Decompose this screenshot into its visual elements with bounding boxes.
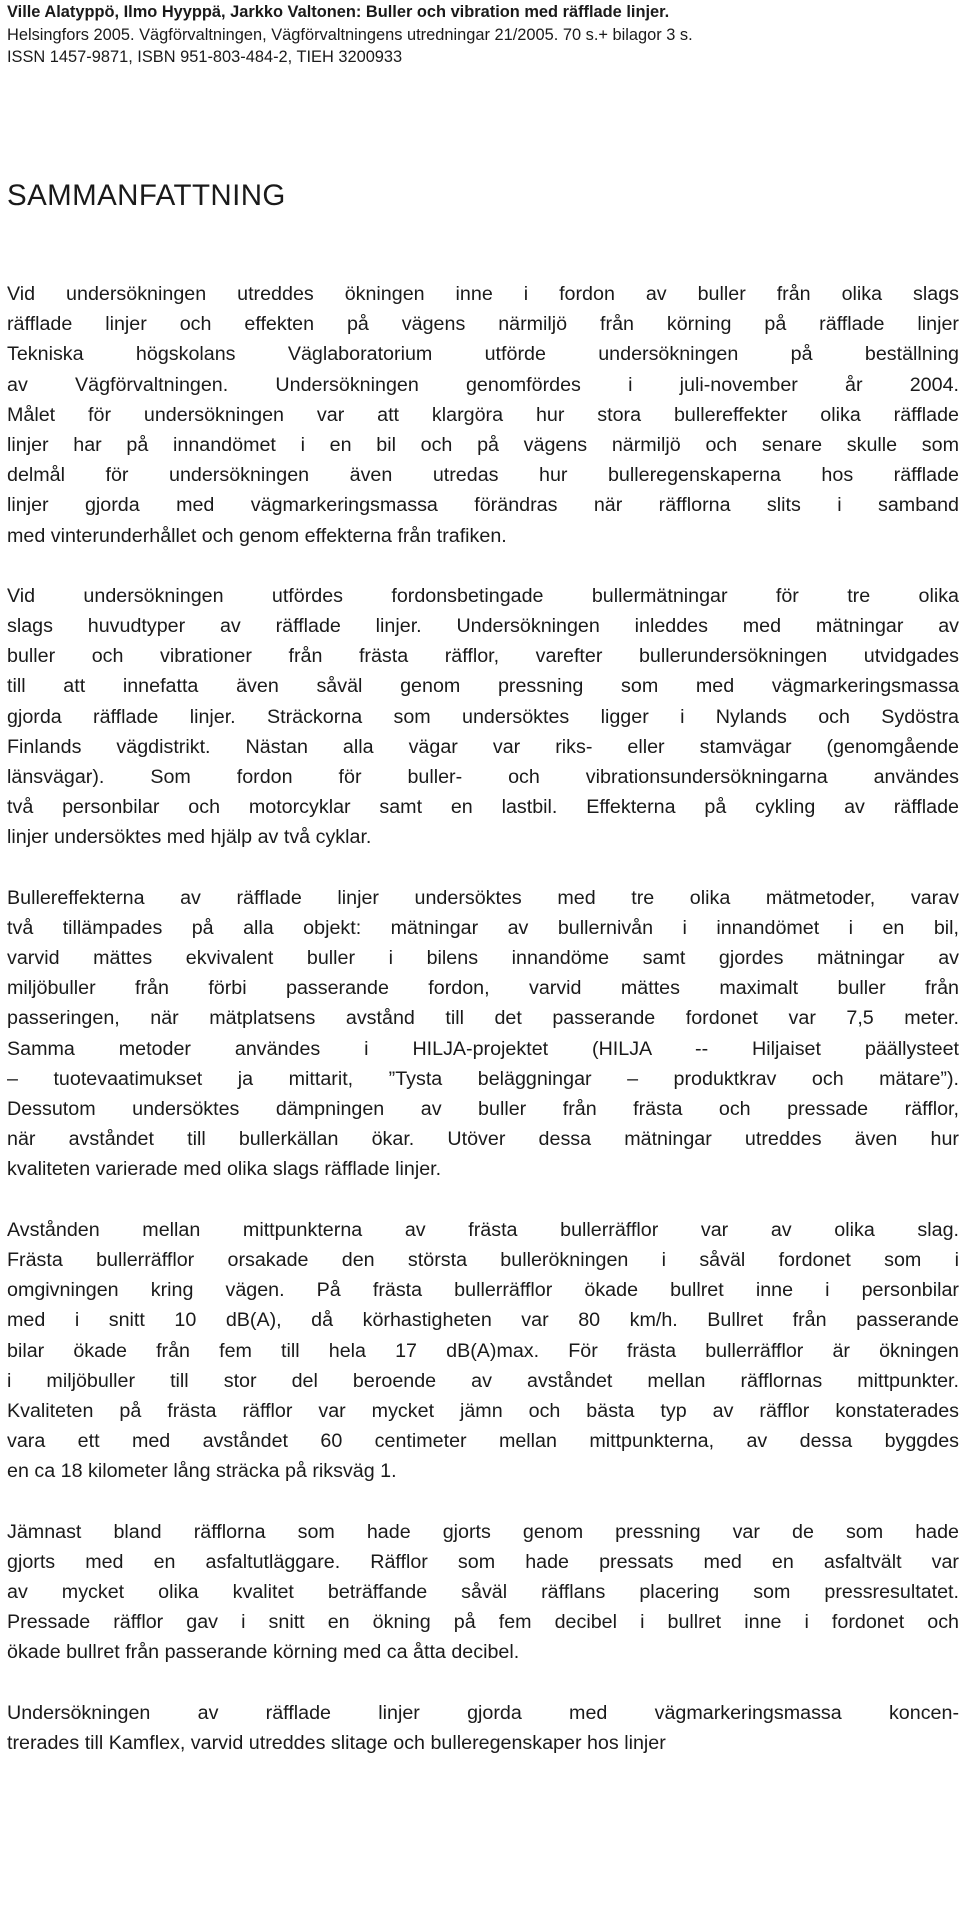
text-line: av Vägförvaltningen. Undersökningen genomfördes i juli-november år 2004. bbox=[7, 373, 959, 396]
bibliographic-citation bbox=[7, 1, 953, 69]
text-line: Frästa bullerräfflor orsakade den största bullerökningen i såväl fordonet som i bbox=[7, 1248, 959, 1271]
text-line: omgivningen kring vägen. På frästa bullerräfflor ökade bullret inne i personbilar bbox=[7, 1279, 959, 1302]
text-line: Dessutom undersöktes dämpningen av buller från frästa och pressade räfflor, bbox=[7, 1098, 959, 1121]
text-line: till att innefatta även såväl genom pressning som med vägmarkeringsmassa bbox=[7, 675, 959, 698]
text-line: Vid undersökningen utreddes ökningen inne i fordon av buller från olika slags bbox=[7, 283, 959, 305]
text-line: Bullereffekterna av räfflade linjer undersöktes med tre olika mätmetoder, varav bbox=[7, 886, 959, 909]
text-line: Samma metoder användes i HILJA-projektet (HILJA -- Hiljaiset päällysteet bbox=[7, 1037, 959, 1060]
summary-paragraph bbox=[7, 279, 959, 551]
text-line: Kvaliteten på frästa räfflor var mycket jämn och bästa typ av räfflor konstaterades bbox=[7, 1399, 959, 1422]
text-line: gjorda räfflade linjer. Sträckorna som undersöktes ligger i Nylands och Sydöstra bbox=[7, 705, 959, 728]
text-line: räfflade linjer och effekten på vägens närmiljö från körning på räfflade linjer bbox=[7, 313, 959, 336]
text-line: Undersökningen av räfflade linjer gjorda med vägmarkeringsmassa koncen- bbox=[7, 1701, 959, 1724]
section-heading: SAMMANFATTNING bbox=[7, 179, 286, 212]
text-line: en ca 18 kilometer lång sträcka på riksväg 1. bbox=[7, 1460, 397, 1483]
summary-paragraph bbox=[7, 1215, 959, 1487]
text-line: miljöbuller från förbi passerande fordon, varvid mättes maximalt buller från bbox=[7, 977, 959, 1000]
text-line: i miljöbuller till stor del beroende av avståndet mellan räfflornas mittpunkter. bbox=[7, 1369, 959, 1392]
text-line: Pressade räfflor gav i snitt en ökning på fem decibel i bullret inne i fordonet och bbox=[7, 1611, 959, 1634]
summary-body bbox=[7, 279, 959, 1788]
text-line: vara ett med avståndet 60 centimeter mellan mittpunkterna, av dessa byggdes bbox=[7, 1430, 959, 1453]
text-line: Avstånden mellan mittpunkterna av frästa bullerräfflor var av olika slag. bbox=[7, 1218, 959, 1241]
text-line: trerades till Kamflex, varvid utreddes slitage och bulleregenskaper hos linjer bbox=[7, 1731, 666, 1754]
text-line: Tekniska högskolans Väglaboratorium utförde undersökningen på beställning bbox=[7, 343, 959, 366]
text-line: ökade bullret från passerande körning med ca åtta decibel. bbox=[7, 1641, 520, 1664]
text-line: buller och vibrationer från frästa räfflor, varefter bullerundersökningen utvidgades bbox=[7, 645, 959, 668]
text-line: två tillämpades på alla objekt: mätningar av bullernivån i innandömet i en bil, bbox=[7, 916, 959, 939]
citation-identifiers: ISSN 1457-9871, ISBN 951-803-484-2, TIEH 3200933 bbox=[7, 48, 403, 66]
text-line: Finlands vägdistrikt. Nästan alla vägar var riks- eller stamvägar (genomgående bbox=[7, 735, 959, 758]
text-line: med i snitt 10 dB(A), då körhastigheten var 80 km/h. Bullret från passerande bbox=[7, 1309, 959, 1332]
text-line: linjer gjorda med vägmarkeringsmassa förändras när räfflorna slits i samband bbox=[7, 494, 959, 517]
text-line: delmål för undersökningen även utredas hur bulleregenskaperna hos räfflade bbox=[7, 464, 959, 487]
text-line: slags huvudtyper av räfflade linjer. Undersökningen inleddes med mätningar av bbox=[7, 615, 959, 638]
text-line: kvaliteten varierade med olika slags räfflade linjer. bbox=[7, 1158, 442, 1181]
text-line: två personbilar och motorcyklar samt en lastbil. Effekterna på cykling av räfflade bbox=[7, 796, 959, 819]
citation-authors-title: Ville Alatyppö, Ilmo Hyyppä, Jarkko Valtonen: Buller och vibration med räfflade linjer. bbox=[7, 3, 670, 21]
text-line: av mycket olika kvalitet beträffande såväl räfflans placering som pressresultatet. bbox=[7, 1580, 959, 1603]
text-line: länsvägar). Som fordon för buller- och vibrationsundersökningarna användes bbox=[7, 766, 959, 789]
text-line: varvid mättes ekvivalent buller i bilens innandöme samt gjordes mätningar av bbox=[7, 947, 959, 970]
summary-paragraph bbox=[7, 883, 959, 1185]
text-line: Målet för undersökningen var att klargöra hur stora bullereffekter olika räfflade bbox=[7, 403, 959, 426]
text-line: passeringen, när mätplatsens avstånd till det passerande fordonet var 7,5 meter. bbox=[7, 1007, 959, 1030]
text-line: bilar ökade från fem till hela 17 dB(A)max. För frästa bullerräfflor är ökningen bbox=[7, 1339, 959, 1362]
summary-paragraph bbox=[7, 1517, 959, 1668]
text-line: Jämnast bland räfflorna som hade gjorts genom pressning var de som hade bbox=[7, 1520, 959, 1543]
text-line: med vinterunderhållet och genom effekterna från trafiken. bbox=[7, 524, 507, 547]
text-line: – tuotevaatimukset ja mittarit, ”Tysta beläggningar – produktkrav och mätare”). bbox=[7, 1067, 959, 1090]
citation-publication: Helsingfors 2005. Vägförvaltningen, Vägförvaltningens utredningar 21/2005. 70 s.+ bilagor 3 s. bbox=[7, 25, 693, 44]
text-line: gjorts med en asfaltutläggare. Räfflor som hade pressats med en asfaltvält var bbox=[7, 1550, 959, 1573]
text-line: linjer undersöktes med hjälp av två cyklar. bbox=[7, 826, 372, 849]
text-line: när avståndet till bullerkällan ökar. Utöver dessa mätningar utreddes även hur bbox=[7, 1128, 959, 1151]
summary-paragraph bbox=[7, 581, 959, 853]
text-line: Vid undersökningen utfördes fordonsbetingade bullermätningar för tre olika bbox=[7, 584, 959, 607]
summary-paragraph bbox=[7, 1698, 959, 1758]
text-line: linjer har på innandömet i en bil och på vägens närmiljö och senare skulle som bbox=[7, 434, 959, 457]
